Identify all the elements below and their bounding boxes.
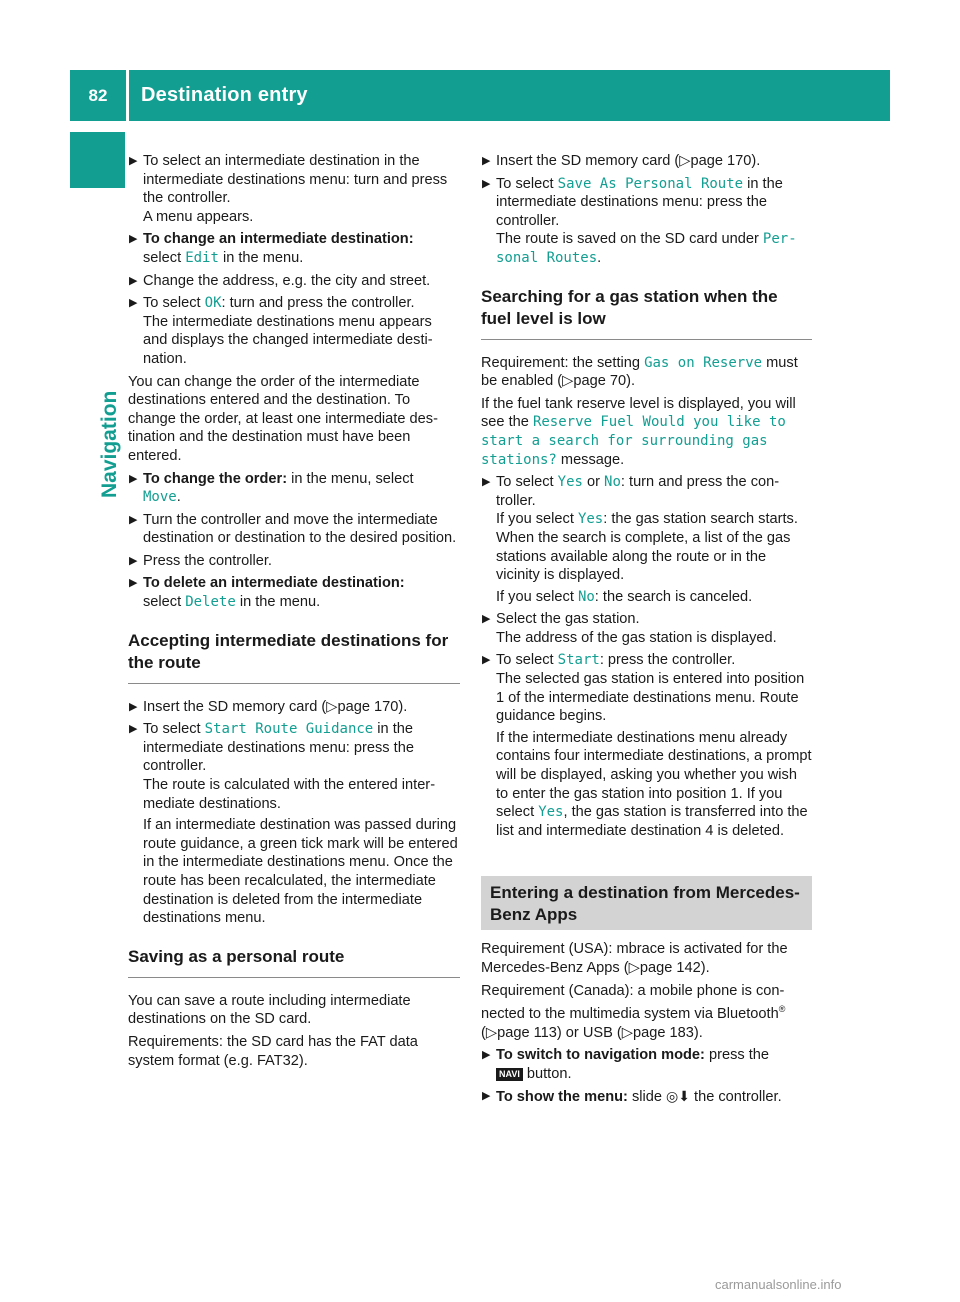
heading-accepting-destinations: Accepting intermediate destinations for the route — [128, 630, 460, 684]
chapter-marker — [70, 132, 125, 188]
heading-mercedes-apps: Entering a destination from Mercedes-Benz Apps — [490, 883, 800, 925]
instruction-step: ▶ To change an intermediate destination: select Edit in the menu. — [129, 231, 414, 266]
page-reference-icon: ▷ — [679, 153, 691, 169]
step-arrow-icon: ▶ — [482, 1090, 491, 1103]
menu-item-save-as-personal-route: Save As Personal Route — [557, 175, 744, 192]
step-arrow-icon: ▶ — [482, 654, 491, 667]
menu-item-ok: OK — [204, 295, 222, 312]
page-number: 82 — [88, 86, 108, 105]
instruction-step: ▶ Insert the SD memory card (▷page 170). — [482, 153, 761, 169]
option-yes: Yes — [557, 474, 583, 491]
menu-item-delete: Delete — [185, 594, 236, 611]
instruction-step: ▶ To delete an intermediate destination: select Delete in the menu. — [129, 575, 405, 611]
paragraph: Requirements: the SD card has the FAT data system format (e.g. FAT32). — [128, 1033, 418, 1069]
paragraph: You can change the order of the intermediate destinations entered and the destination. To change the order, at least one intermediate destination and the destination must have been entered. — [128, 373, 438, 464]
instruction-step: ▶ To select Save As Personal Route in the intermediate destinations menu: press the controller. The route is saved on the SD card under Personal Routes. — [482, 175, 797, 266]
menu-item-start: Start — [557, 652, 600, 669]
instruction-step: ▶ To select an intermediate destination in the intermediate destinations menu: turn and press the controller. A menu appears. — [129, 153, 448, 225]
instruction-step: ▶ To change the order: in the menu, select Move. — [129, 470, 414, 506]
step-arrow-icon: ▶ — [482, 1049, 491, 1062]
page-reference-icon: ▷ — [621, 1024, 633, 1041]
instruction-step: ▶ Change the address, e.g. the city and street. — [129, 272, 431, 289]
paragraph: If the fuel tank reserve level is displayed, you will see the Reserve Fuel Would you like to start a search for surrounding gas stations? message. — [481, 395, 796, 468]
step-arrow-icon: ▶ — [129, 233, 138, 246]
menu-item-edit: Edit — [185, 249, 219, 266]
paragraph: Requirement: the setting Gas on Reserve must be enabled (▷page 70). — [481, 354, 798, 390]
instruction-step: ▶ Insert the SD memory card (▷page 170). — [129, 698, 408, 715]
instruction-step: ▶ To select Start Route Guidance in the intermediate destinations menu: press the controller. The route is calculated with the entered intermediate destinations. If an intermediate destination was passed during route guidance, a green tick mark will be entered in the intermediate destinations menu. Once the route has been recalculated, the intermediate destination is deleted from the intermediate destinations menu. — [129, 721, 458, 927]
instruction-step: ▶ To select Yes or No: turn and press the controller. If you select Yes: the gas station search starts. When the search is complete, a list of the gas stations available along the route or in the vicinity is displayed. If you select No: the search is canceled. — [482, 474, 798, 605]
step-arrow-icon: ▶ — [482, 177, 491, 190]
instruction-step: ▶ Press the controller. — [129, 552, 272, 569]
instruction-step: ▶ To switch to navigation mode: press the NAVI button. — [482, 1047, 770, 1082]
controller-slide-down-icon: ◎⬇ — [666, 1088, 690, 1105]
step-arrow-icon: ▶ — [482, 155, 491, 167]
paragraph: Requirement (Canada): a mobile phone is connected to the multimedia system via Bluetooth® (▷page 113) or USB (▷page 183). — [481, 982, 786, 1041]
step-arrow-icon: ▶ — [129, 513, 138, 526]
section-box-mercedes-apps — [481, 876, 812, 930]
step-arrow-icon: ▶ — [129, 155, 138, 167]
step-arrow-icon: ▶ — [129, 554, 138, 567]
page-reference-icon: ▷ — [628, 960, 640, 976]
page-reference-icon: ▷ — [326, 698, 338, 715]
right-column — [481, 152, 812, 1111]
menu-item-move: Move — [143, 489, 177, 506]
step-arrow-icon: ▶ — [129, 274, 138, 287]
step-arrow-icon: ▶ — [129, 297, 138, 310]
setting-gas-on-reserve: Gas on Reserve — [644, 354, 763, 371]
page-reference-icon: ▷ — [485, 1024, 498, 1041]
page-reference: page 170). — [690, 153, 761, 169]
paragraph: You can save a route including intermediate destinations on the SD card. — [128, 992, 411, 1028]
heading-gas-station-search: Searching for a gas station when the fuel level is low — [481, 286, 812, 340]
navi-button-icon: NAVI — [496, 1068, 523, 1081]
instruction-step: ▶ Turn the controller and move the intermediate destination or destination to the desired position. — [129, 511, 457, 547]
page-reference: page 142). — [639, 960, 710, 976]
instruction-step: ▶ To show the menu: slide ◎⬇ the controller. — [482, 1088, 782, 1106]
step-arrow-icon: ▶ — [482, 476, 491, 489]
option-yes: Yes — [577, 511, 604, 528]
step-arrow-icon: ▶ — [129, 577, 138, 590]
step-arrow-icon: ▶ — [129, 472, 138, 485]
option-no: No — [577, 588, 595, 605]
paragraph: Requirement (USA): mbrace is activated for the Mercedes-Benz Apps (▷page 142). — [481, 941, 788, 976]
menu-item-personal-routes: Personal Routes — [496, 231, 797, 266]
page-reference: page 70). — [573, 373, 636, 390]
page-reference: page 113) or USB ( — [497, 1024, 622, 1041]
watermark: carmanualsonline.info — [715, 1277, 842, 1292]
left-column — [128, 152, 460, 1074]
menu-item-start-route-guidance: Start Route Guidance — [204, 721, 374, 738]
page-reference-icon: ▷ — [562, 373, 574, 390]
section-title: Destination entry — [141, 84, 308, 106]
step-arrow-icon: ▶ — [129, 723, 138, 736]
instruction-step: ▶ To select OK: turn and press the controller. The intermediate destinations menu appears and displays the changed intermediate destination. — [129, 295, 433, 367]
heading-saving-personal-route: Saving as a personal route — [128, 946, 460, 978]
chapter-tab — [70, 198, 125, 498]
page-reference: page 170). — [337, 698, 408, 715]
instruction-step: ▶ To select Start: press the controller. The selected gas station is entered into position 1 of the intermediate destinations menu. Route guidance begins. If the intermediate destinations menu already contains four intermediate destinations, a prompt will be displayed, asking you whether you wish to enter the gas station into position 1. If you select Yes, the gas station is transferred into the list and intermediate destination 4 is deleted. — [482, 652, 812, 839]
option-no: No — [604, 474, 621, 491]
message-reserve-fuel: Reserve Fuel Would you like to start a search for surrounding gas stations? — [481, 414, 786, 468]
step-arrow-icon: ▶ — [129, 700, 138, 713]
page-reference: page 183). — [633, 1024, 703, 1041]
header-divider — [126, 70, 129, 121]
chapter-label: Navigation — [98, 390, 121, 498]
instruction-step: ▶ Select the gas station. The address of the gas station is displayed. — [482, 611, 777, 646]
option-yes: Yes — [538, 804, 564, 821]
step-arrow-icon: ▶ — [482, 613, 491, 626]
